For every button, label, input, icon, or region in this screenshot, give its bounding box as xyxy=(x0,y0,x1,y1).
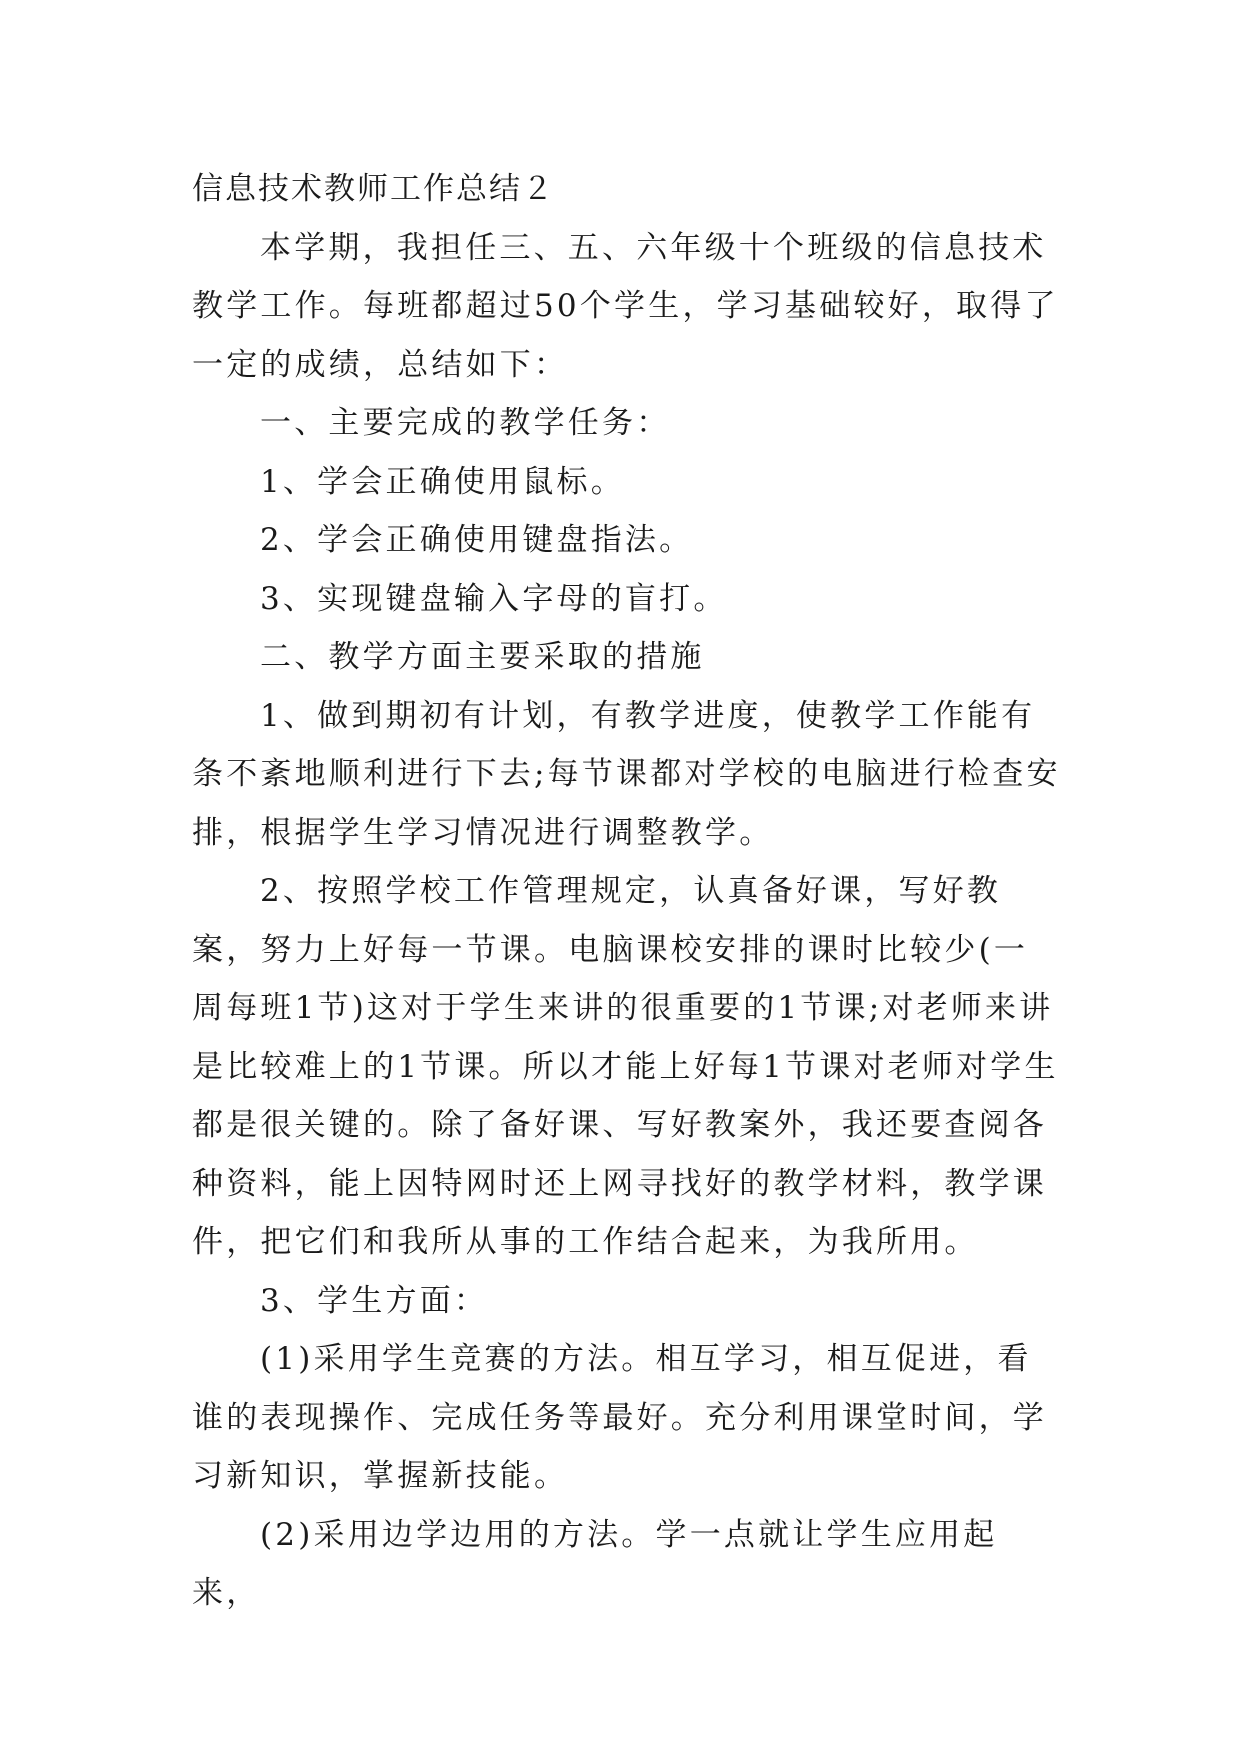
section-heading-measures: 二、教学方面主要采取的措施 xyxy=(260,639,705,675)
document-title: 信息技术教师工作总结２ xyxy=(192,171,555,207)
paragraph-competition-method: (1)采用学生竞赛的方法。相互学习，相互促进，看谁的表现操作、完成任务等最好。充分利用课堂时间，学习新知识，掌握新技能。 xyxy=(192,1341,1047,1494)
list-item-mouse: 1、学会正确使用鼠标。 xyxy=(260,463,625,500)
paragraph-planning: 1、做到期初有计划，有教学进度，使教学工作能有条不紊地顺利进行下去;每节课都对学校的电脑进行检查安排，根据学生学习情况进行调整教学。 xyxy=(192,697,1061,851)
section-heading-main-tasks: 一、主要完成的教学任务： xyxy=(260,405,671,441)
list-item-touch-typing: 3、实现键盘输入字母的盲打。 xyxy=(260,580,728,617)
section-heading-students: 3、学生方面： xyxy=(260,1282,489,1319)
document-body xyxy=(192,160,1062,1623)
paragraph-learn-and-apply: (2)采用边学边用的方法。学一点就让学生应用起来， xyxy=(192,1516,998,1611)
list-item-keyboard-fingering: 2、学会正确使用键盘指法。 xyxy=(260,522,694,558)
paragraph-lesson-prep: 2、按照学校工作管理规定，认真备好课，写好教案，努力上好每一节课。电脑课校安排的课时比较少(一周每班1节)这对于学生来讲的很重要的1节课;对老师来讲是比较难上的1节课。所以才能上好每1节课对老师对学生都是很关键的。除了备好课、写好教案外，我还要查阅各种资料，能上因特网时还上网寻找好的教学材料，教学课件，把它们和我所从事的工作结合起来，为我所用。 xyxy=(192,873,1059,1260)
paragraph-intro: 本学期，我担任三、五、六年级十个班级的信息技术教学工作。每班都超过50个学生，学习基础较好，取得了一定的成绩，总结如下： xyxy=(192,229,1059,383)
